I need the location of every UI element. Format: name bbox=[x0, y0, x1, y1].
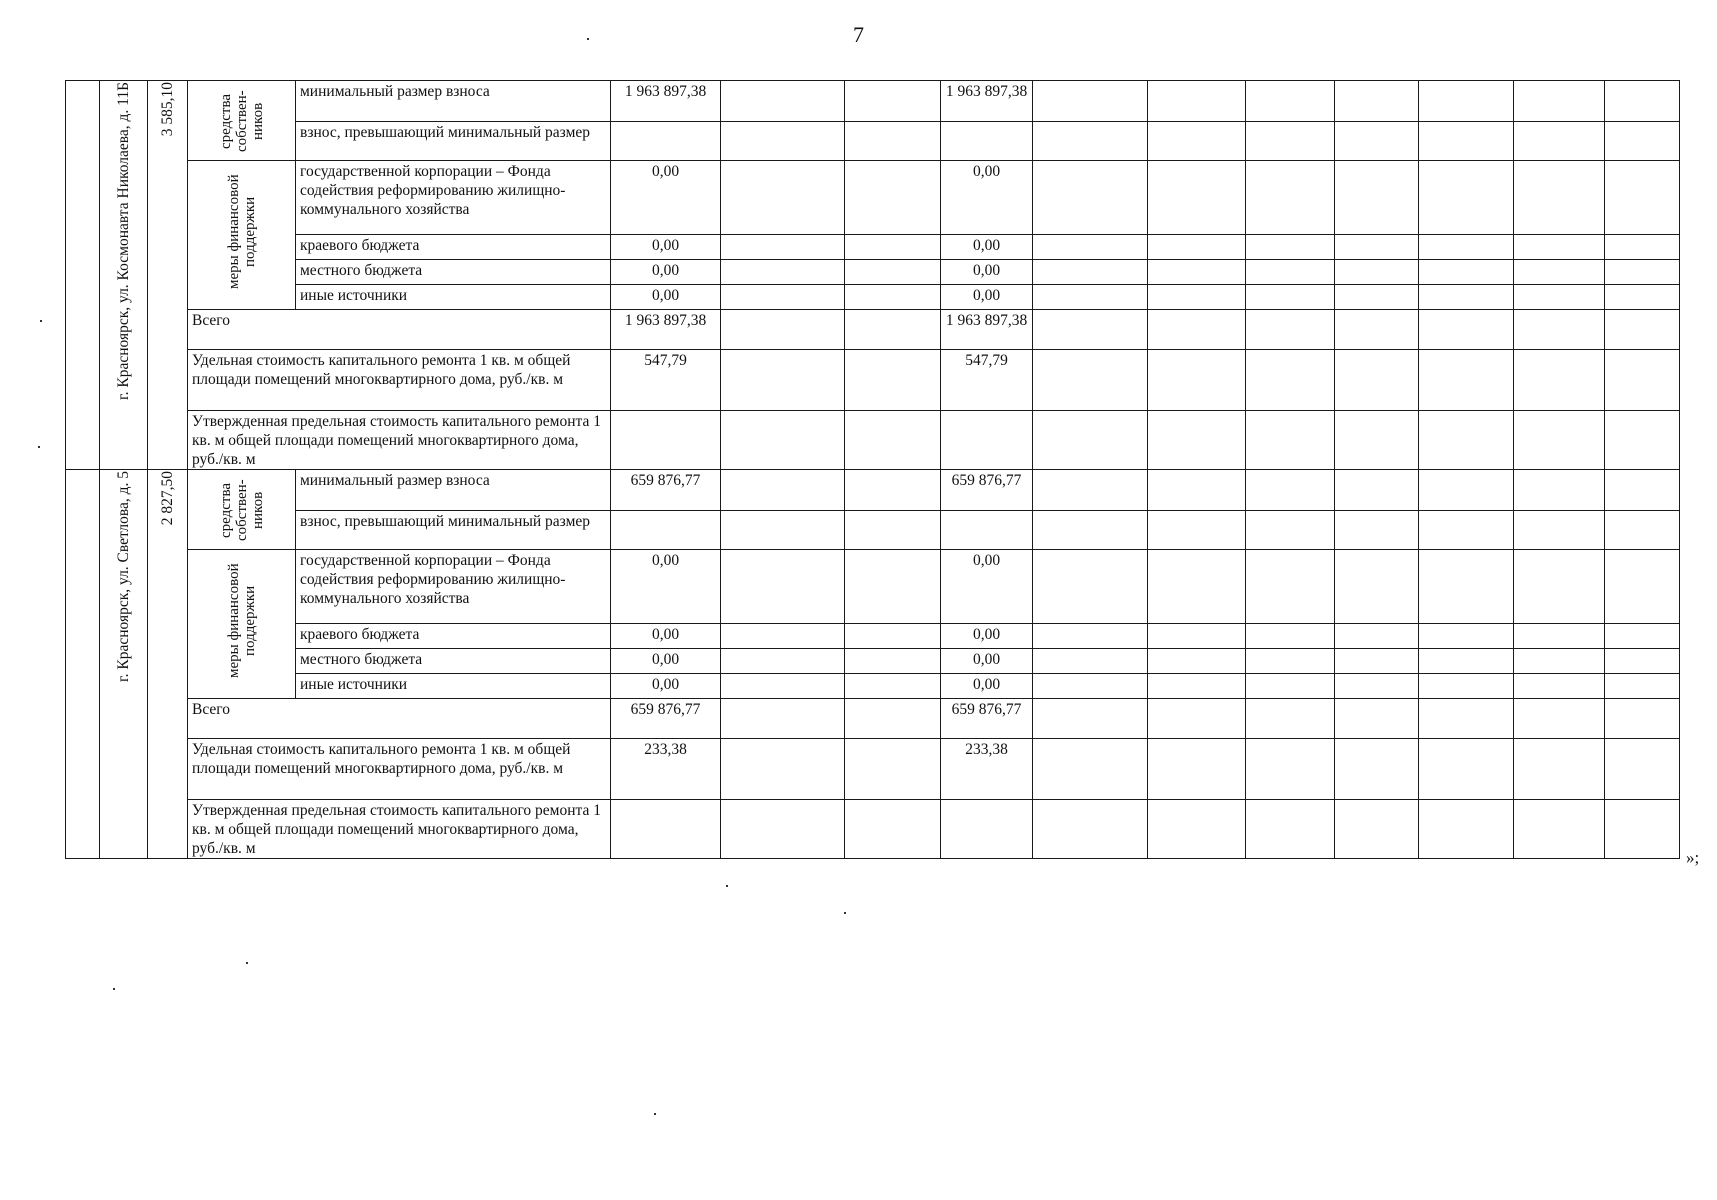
table-row bbox=[66, 470, 1680, 511]
column-value: 547,79 bbox=[941, 350, 1033, 411]
row-number-cell bbox=[66, 81, 100, 470]
area-text: 3 585,10 bbox=[159, 82, 176, 137]
column-value bbox=[941, 411, 1033, 470]
column-value: 0,00 bbox=[941, 285, 1033, 310]
scan-speck bbox=[246, 962, 248, 964]
row-label: Всего bbox=[188, 310, 611, 350]
owners-group-text: средства собствен-ников bbox=[217, 479, 266, 541]
column-value: 0,00 bbox=[941, 260, 1033, 285]
table-row bbox=[66, 122, 1680, 161]
column-value: 0,00 bbox=[941, 235, 1033, 260]
column-value: 1 963 897,38 bbox=[941, 310, 1033, 350]
area-cell bbox=[148, 81, 188, 470]
table-row bbox=[66, 649, 1680, 674]
scan-speck bbox=[726, 885, 728, 887]
area-text: 2 827,50 bbox=[159, 471, 176, 526]
total-value: 659 876,77 bbox=[611, 470, 721, 511]
row-label: иные источники bbox=[296, 674, 611, 699]
address-text: г. Красноярск, ул. Космонавта Николаева, д. 11Б bbox=[115, 82, 132, 400]
column-value: 659 876,77 bbox=[941, 699, 1033, 739]
table-row bbox=[66, 411, 1680, 470]
row-label: краевого бюджета bbox=[296, 624, 611, 649]
scan-speck bbox=[40, 320, 42, 322]
table-row bbox=[66, 235, 1680, 260]
column-value: 0,00 bbox=[941, 649, 1033, 674]
address-cell bbox=[100, 470, 148, 859]
table-row bbox=[66, 800, 1680, 859]
address-text: г. Красноярск, ул. Светлова, д. 5 bbox=[115, 471, 132, 682]
table-row bbox=[66, 550, 1680, 624]
total-value: 1 963 897,38 bbox=[611, 310, 721, 350]
row-label: минимальный размер взноса bbox=[296, 81, 611, 122]
row-label: Утвержденная предельная стоимость капитального ремонта 1 кв. м общей площади помещений многоквартирного дома, руб./кв. м bbox=[188, 800, 611, 859]
column-value: 0,00 bbox=[941, 674, 1033, 699]
owners-group-cell bbox=[188, 81, 296, 161]
column-value: 659 876,77 bbox=[941, 470, 1033, 511]
area-cell bbox=[148, 470, 188, 859]
table-row bbox=[66, 350, 1680, 411]
row-label: местного бюджета bbox=[296, 649, 611, 674]
column-value: 0,00 bbox=[941, 624, 1033, 649]
total-value: 1 963 897,38 bbox=[611, 81, 721, 122]
scan-speck bbox=[38, 446, 40, 448]
row-label: Удельная стоимость капитального ремонта 1 кв. м общей площади помещений многоквартирного дома, руб./кв. м bbox=[188, 739, 611, 800]
row-number-cell bbox=[66, 470, 100, 859]
table-row bbox=[66, 624, 1680, 649]
capital-repair-table bbox=[65, 80, 1680, 859]
table-row bbox=[66, 511, 1680, 550]
table-row bbox=[66, 674, 1680, 699]
support-group-cell bbox=[188, 550, 296, 699]
owners-group-cell bbox=[188, 470, 296, 550]
support-group-text: меры финансовой поддержки bbox=[225, 563, 258, 679]
table-row bbox=[66, 310, 1680, 350]
total-value: 0,00 bbox=[611, 161, 721, 235]
support-group-cell bbox=[188, 161, 296, 310]
column-value: 0,00 bbox=[941, 550, 1033, 624]
table-row bbox=[66, 161, 1680, 235]
row-label: минимальный размер взноса bbox=[296, 470, 611, 511]
scan-speck bbox=[587, 38, 589, 40]
total-value: 233,38 bbox=[611, 739, 721, 800]
total-value bbox=[611, 411, 721, 470]
table-row bbox=[66, 260, 1680, 285]
row-label: государственной корпорации – Фонда содействия реформированию жилищно-коммунального хозяйства bbox=[296, 550, 611, 624]
total-value: 547,79 bbox=[611, 350, 721, 411]
table-row bbox=[66, 699, 1680, 739]
column-value bbox=[941, 800, 1033, 859]
scan-speck bbox=[654, 1113, 656, 1115]
address-cell bbox=[100, 81, 148, 470]
column-value bbox=[941, 511, 1033, 550]
total-value: 659 876,77 bbox=[611, 699, 721, 739]
row-label: краевого бюджета bbox=[296, 235, 611, 260]
total-value bbox=[611, 511, 721, 550]
table-row bbox=[66, 81, 1680, 122]
row-label: государственной корпорации – Фонда содействия реформированию жилищно-коммунального хозяйства bbox=[296, 161, 611, 235]
table-row bbox=[66, 285, 1680, 310]
scan-speck bbox=[113, 988, 115, 990]
page-number: 7 bbox=[853, 22, 864, 47]
row-label: взнос, превышающий минимальный размер bbox=[296, 122, 611, 161]
row-label: иные источники bbox=[296, 285, 611, 310]
scan-speck bbox=[844, 912, 846, 914]
row-label: Всего bbox=[188, 699, 611, 739]
support-group-text: меры финансовой поддержки bbox=[225, 174, 258, 290]
row-label: Утвержденная предельная стоимость капитального ремонта 1 кв. м общей площади помещений многоквартирного дома, руб./кв. м bbox=[188, 411, 611, 470]
column-value: 1 963 897,38 bbox=[941, 81, 1033, 122]
total-value: 0,00 bbox=[611, 649, 721, 674]
column-value: 0,00 bbox=[941, 161, 1033, 235]
total-value: 0,00 bbox=[611, 260, 721, 285]
total-value bbox=[611, 122, 721, 161]
total-value: 0,00 bbox=[611, 550, 721, 624]
owners-group-text: средства собствен-ников bbox=[217, 90, 266, 152]
column-value bbox=[941, 122, 1033, 161]
total-value: 0,00 bbox=[611, 285, 721, 310]
table-row bbox=[66, 739, 1680, 800]
total-value bbox=[611, 800, 721, 859]
row-label: местного бюджета bbox=[296, 260, 611, 285]
total-value: 0,00 bbox=[611, 624, 721, 649]
total-value: 0,00 bbox=[611, 674, 721, 699]
closing-quote-text: »; bbox=[1686, 848, 1700, 867]
row-label: Удельная стоимость капитального ремонта 1 кв. м общей площади помещений многоквартирного дома, руб./кв. м bbox=[188, 350, 611, 411]
total-value: 0,00 bbox=[611, 235, 721, 260]
column-value: 233,38 bbox=[941, 739, 1033, 800]
row-label: взнос, превышающий минимальный размер bbox=[296, 511, 611, 550]
